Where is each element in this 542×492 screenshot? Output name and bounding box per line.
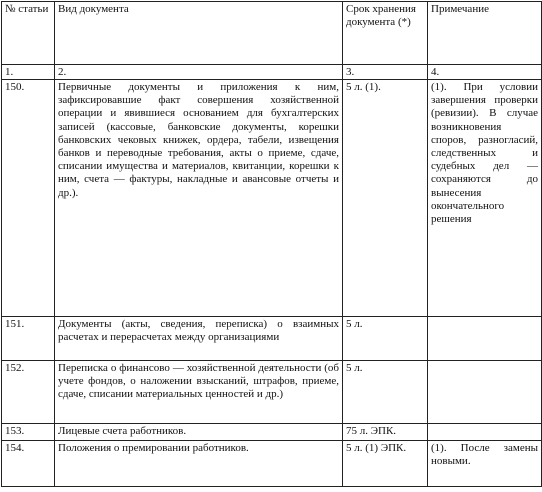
retention-term: 5 л. (1). <box>343 80 428 317</box>
note <box>428 361 542 424</box>
column-number-4: 4. <box>428 65 542 80</box>
column-number-1: 1. <box>2 65 55 80</box>
column-number-3: 3. <box>343 65 428 80</box>
column-number-row <box>2 65 542 80</box>
table-row <box>2 80 542 317</box>
note <box>428 424 542 441</box>
retention-term: 5 л. (1) ЭПК. <box>343 441 428 487</box>
retention-term: 5 л. <box>343 361 428 424</box>
header-article-number: № статьи <box>2 2 55 65</box>
table-row <box>2 361 542 424</box>
table-row <box>2 441 542 487</box>
header-retention-term: Срок хранения документа (*) <box>343 2 428 65</box>
header-row <box>2 2 542 65</box>
note: (1). При условии завершения проверки (ревизии). В случае возникновения споров, разногласий, следственных и судебных дел — сохраняются до вынесения окончательного решения <box>428 80 542 317</box>
article-number: 150. <box>2 80 55 317</box>
document-type: Документы (акты, сведения, переписка) о взаимных расчетах и перерасчетах между организациями <box>55 317 343 361</box>
header-document-type: Вид документа <box>55 2 343 65</box>
document-type: Переписка о финансово — хозяйственной деятельности (об учете фондов, о наложении взысканий, штрафов, приеме, сдаче, списании материальных ценностей и др.) <box>55 361 343 424</box>
retention-table <box>1 1 542 487</box>
article-number: 152. <box>2 361 55 424</box>
retention-term: 5 л. <box>343 317 428 361</box>
table-row <box>2 317 542 361</box>
article-number: 151. <box>2 317 55 361</box>
document-type: Первичные документы и приложения к ним, зафиксировавшие факт совершения хозяйственной операции и явившиеся основанием для бухгалтерских записей (кассовые, банковские документы, корешки банковских чековых книжек, ордера, табели, извещения банков и переводные требования, акты о приеме, сдаче, списании имущества и материалов, квитанции, корешки к ним, счета — фактуры, накладные и авансовые отчеты и др.). <box>55 80 343 317</box>
note <box>428 317 542 361</box>
header-note: Примечание <box>428 2 542 65</box>
column-number-2: 2. <box>55 65 343 80</box>
article-number: 154. <box>2 441 55 487</box>
article-number: 153. <box>2 424 55 441</box>
table-row <box>2 424 542 441</box>
note: (1). После замены новыми. <box>428 441 542 487</box>
document-type: Лицевые счета работников. <box>55 424 343 441</box>
retention-term: 75 л. ЭПК. <box>343 424 428 441</box>
document-type: Положения о премировании работников. <box>55 441 343 487</box>
